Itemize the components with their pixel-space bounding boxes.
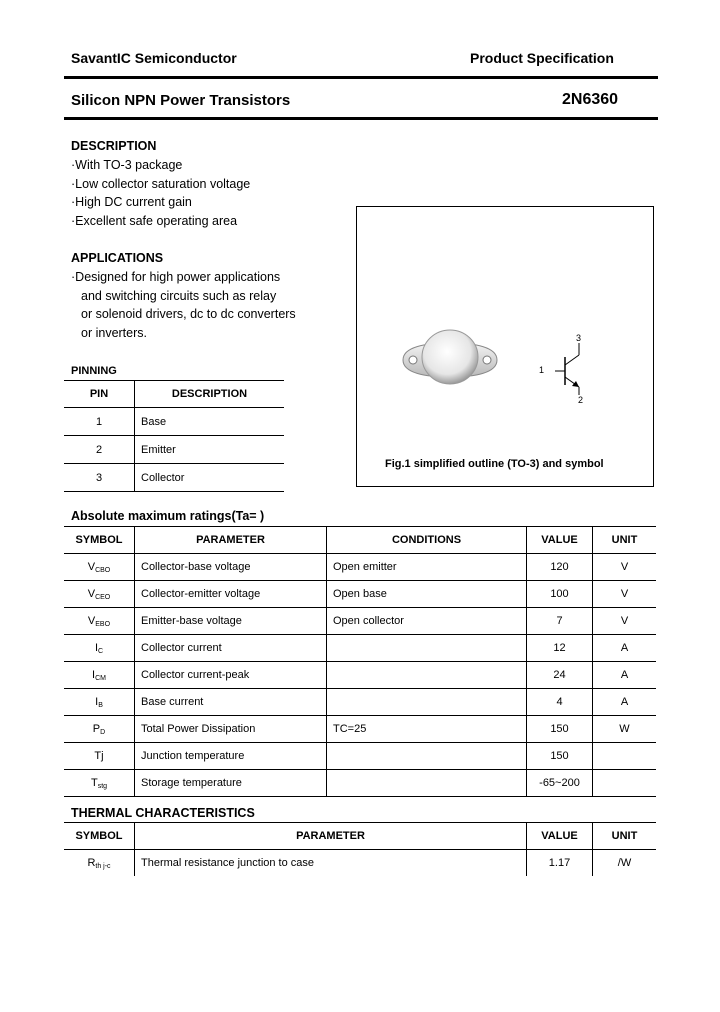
value-cell: 7 — [527, 608, 593, 635]
conditions-cell — [327, 689, 527, 716]
table-row — [64, 662, 656, 689]
conditions-cell — [327, 635, 527, 662]
pin-number: 2 — [64, 436, 135, 464]
product-line: Silicon NPN Power Transistors — [71, 92, 291, 109]
table-row — [64, 581, 656, 608]
unit-cell: V — [620, 615, 629, 627]
symbol-cell: $I_{CM}$ — [64, 662, 135, 689]
pin-number: 1 — [64, 408, 135, 436]
title-rule — [64, 117, 658, 120]
description-item: ·High DC current gain — [71, 195, 192, 210]
pinning-table — [64, 380, 284, 492]
conditions-cell — [327, 743, 527, 770]
parameter-cell: Collector-base voltage — [135, 554, 327, 581]
description-item: ·With TO-3 package — [71, 158, 183, 172]
pin2-label: 2 — [578, 395, 584, 405]
symbol-cell: $V_{CBO}$ — [64, 554, 135, 581]
applications-line: ·Designed for high power applications — [71, 270, 281, 284]
conditions-cell — [327, 662, 527, 689]
symbol-cell: $V_{EBO}$ — [64, 608, 135, 635]
to3-package-image — [395, 325, 505, 395]
symbol-cell: $I_B$ — [64, 689, 135, 716]
table-row — [64, 850, 656, 877]
pin-description: Collector — [141, 471, 185, 484]
parameter-column-header: PARAMETER — [135, 527, 327, 554]
pin-description-column-header: DESCRIPTION — [171, 388, 248, 400]
parameter-cell: Thermal resistance junction to case — [135, 850, 527, 877]
table-row — [64, 716, 656, 743]
header-rule — [64, 76, 658, 79]
pin-description: Emitter — [141, 443, 176, 456]
value-cell: 12 — [527, 635, 593, 662]
value-cell: 150 — [527, 716, 593, 743]
symbol-cell: $R_{th j-c}$ — [64, 850, 135, 877]
parameter-cell: Total Power Dissipation — [135, 716, 327, 743]
unit-cell: A — [620, 669, 629, 681]
table-row — [64, 689, 656, 716]
table-row — [64, 743, 656, 770]
value-column-header: VALUE — [527, 823, 593, 850]
parameter-cell: Collector current-peak — [135, 662, 327, 689]
value-cell: 24 — [527, 662, 593, 689]
npn-transistor-symbol — [537, 327, 597, 407]
conditions-column-header: CONDITIONS — [327, 527, 527, 554]
table-row — [64, 635, 656, 662]
abs-max-heading: Absolute maximum ratings(Ta= ) — [71, 509, 265, 523]
symbol-cell: $V_{CEO}$ — [64, 581, 135, 608]
symbol-column-header: SYMBOL — [64, 823, 135, 850]
table-row — [64, 408, 284, 436]
symbol-cell: $I_C$ — [64, 635, 135, 662]
description-list — [71, 156, 250, 231]
value-cell: 4 — [527, 689, 593, 716]
abs-max-table — [64, 526, 656, 797]
pin1-label: 1 — [539, 365, 545, 375]
conditions-cell: TC=25 — [327, 716, 527, 743]
symbol-column-header: SYMBOL — [64, 527, 135, 554]
unit-column-header: UNIT — [611, 534, 638, 546]
parameter-column-header: PARAMETER — [135, 823, 527, 850]
unit-cell — [593, 743, 657, 770]
applications-line: or solenoid drivers, dc to dc converters — [81, 307, 296, 322]
unit-cell: V — [620, 561, 629, 573]
conditions-cell — [327, 770, 527, 797]
parameter-cell: Junction temperature — [135, 743, 327, 770]
symbol-cell: Tj — [64, 743, 135, 770]
parameter-cell: Storage temperature — [135, 770, 327, 797]
thermal-heading: THERMAL CHARACTERISTICS — [71, 806, 255, 820]
applications-heading: APPLICATIONS — [71, 251, 164, 265]
conditions-cell: Open base — [327, 581, 527, 608]
table-row — [64, 464, 284, 492]
value-column-header: VALUE — [527, 527, 593, 554]
symbol-cell: $T_{stg}$ — [64, 770, 135, 797]
pin-number: 3 — [64, 464, 135, 492]
part-number: 2N6360 — [562, 91, 619, 108]
applications-line: or inverters. — [81, 326, 147, 341]
applications-line: and switching circuits such as relay — [81, 288, 277, 303]
value-cell: 1.17 — [527, 850, 593, 877]
pin-column-header: PIN — [64, 381, 135, 408]
applications-text — [71, 268, 296, 343]
pin3-label: 3 — [576, 333, 582, 343]
conditions-cell: Open collector — [327, 608, 527, 635]
unit-cell: /W — [617, 857, 632, 869]
conditions-cell: Open emitter — [327, 554, 527, 581]
pin-description: Base — [141, 415, 167, 428]
value-cell: -65~200 — [527, 770, 593, 797]
unit-column-header: UNIT — [611, 830, 638, 842]
value-cell: 100 — [527, 581, 593, 608]
description-item: ·Excellent safe operating area — [71, 214, 238, 229]
figure-box — [356, 206, 654, 487]
company-name: SavantIC Semiconductor — [71, 50, 237, 66]
parameter-cell: Collector-emitter voltage — [135, 581, 327, 608]
table-row — [64, 608, 656, 635]
parameter-cell: Emitter-base voltage — [135, 608, 327, 635]
thermal-table — [64, 822, 656, 876]
parameter-cell: Base current — [135, 689, 327, 716]
pinning-heading: PINNING — [71, 365, 117, 377]
table-row — [64, 770, 656, 797]
unit-cell: A — [620, 696, 629, 708]
table-row — [64, 436, 284, 464]
document-type: Product Specification — [470, 50, 614, 66]
unit-cell: A — [620, 642, 629, 654]
value-cell: 150 — [527, 743, 593, 770]
unit-cell: W — [619, 723, 630, 735]
unit-cell — [593, 770, 657, 797]
description-heading: DESCRIPTION — [71, 139, 157, 153]
value-cell: 120 — [527, 554, 593, 581]
table-row — [64, 554, 656, 581]
description-item: ·Low collector saturation voltage — [71, 176, 251, 191]
symbol-cell: $P_D$ — [64, 716, 135, 743]
unit-cell: V — [620, 588, 629, 600]
parameter-cell: Collector current — [135, 635, 327, 662]
figure-caption: Fig.1 simplified outline (TO-3) and symbol — [385, 458, 604, 470]
